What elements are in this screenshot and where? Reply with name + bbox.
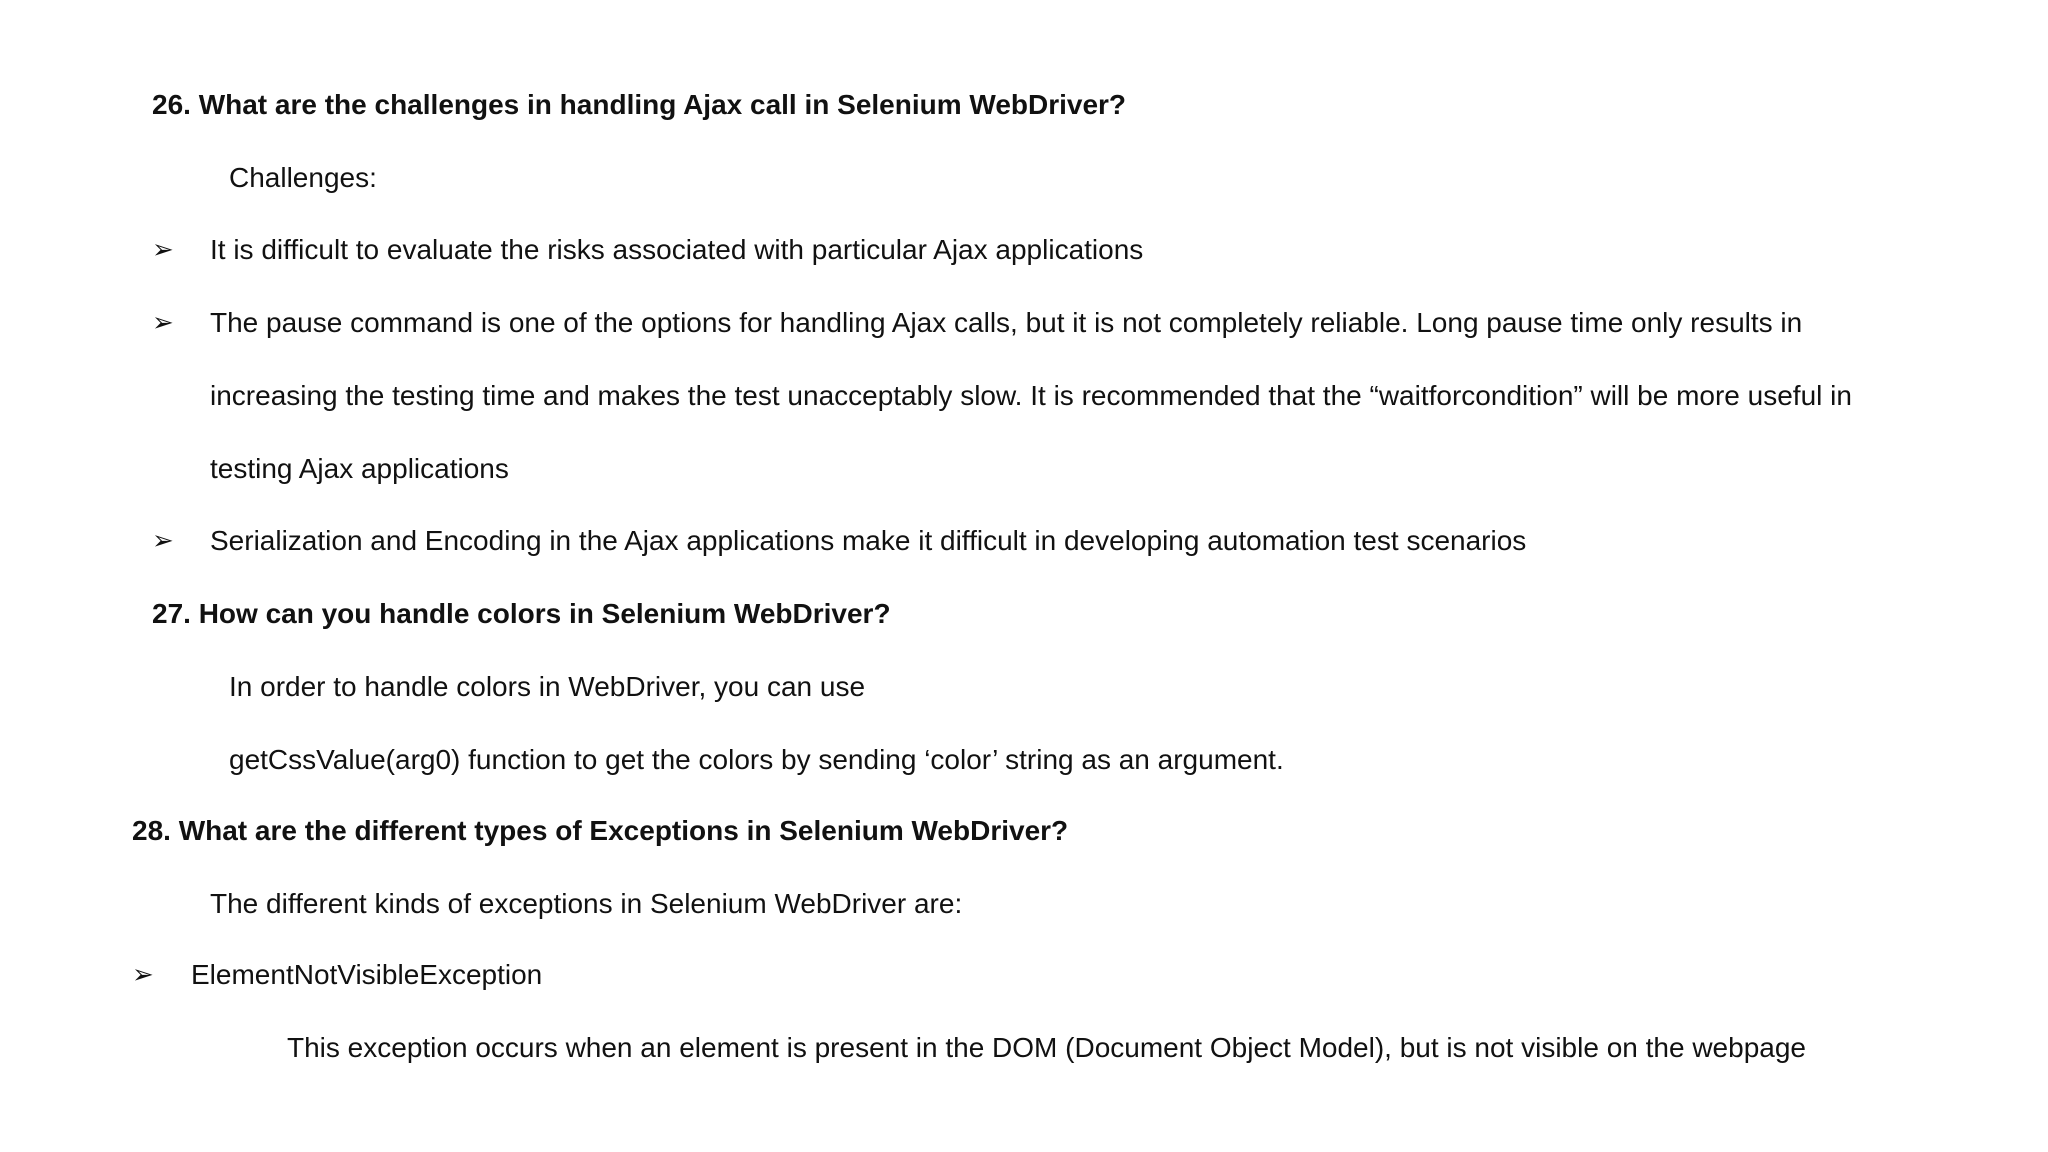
q28-heading: 28. What are the different types of Exceptions in Selenium WebDriver? [132,815,1069,846]
q26-intro: Challenges: [229,162,377,193]
q26-bullet-1: It is difficult to evaluate the risks associated with particular Ajax applications [210,234,1144,265]
q26-heading: 26. What are the challenges in handling Ajax call in Selenium WebDriver? [152,89,1127,120]
q26-bullet-2-line-2: increasing the testing time and makes the test unacceptably slow. It is recommended that the “waitforcondition” will be more useful in [210,380,1852,411]
q27-paragraph-1: In order to handle colors in WebDriver, you can use [229,671,866,702]
q26-bullet-3: Serialization and Encoding in the Ajax applications make it difficult in developing automation test scenarios [210,525,1527,556]
bullet-arrow-icon: ➢ [152,526,174,556]
q28-bullet-1-description: This exception occurs when an element is present in the DOM (Document Object Model), but is not visible on the webpage [287,1032,1806,1063]
q26-bullet-2-line-1: The pause command is one of the options for handling Ajax calls, but it is not completely reliable. Long pause time only results in [210,307,1803,338]
bullet-arrow-icon: ➢ [152,308,174,338]
bullet-arrow-icon: ➢ [132,960,154,990]
q27-heading: 27. How can you handle colors in Selenium WebDriver? [152,598,891,629]
q27-paragraph-2: getCssValue(arg0) function to get the colors by sending ‘color’ string as an argument. [229,744,1284,775]
bullet-arrow-icon: ➢ [152,235,174,265]
q28-bullet-1: ElementNotVisibleException [191,959,543,990]
q28-intro: The different kinds of exceptions in Selenium WebDriver are: [210,888,963,919]
q26-bullet-2-line-3: testing Ajax applications [210,453,509,484]
